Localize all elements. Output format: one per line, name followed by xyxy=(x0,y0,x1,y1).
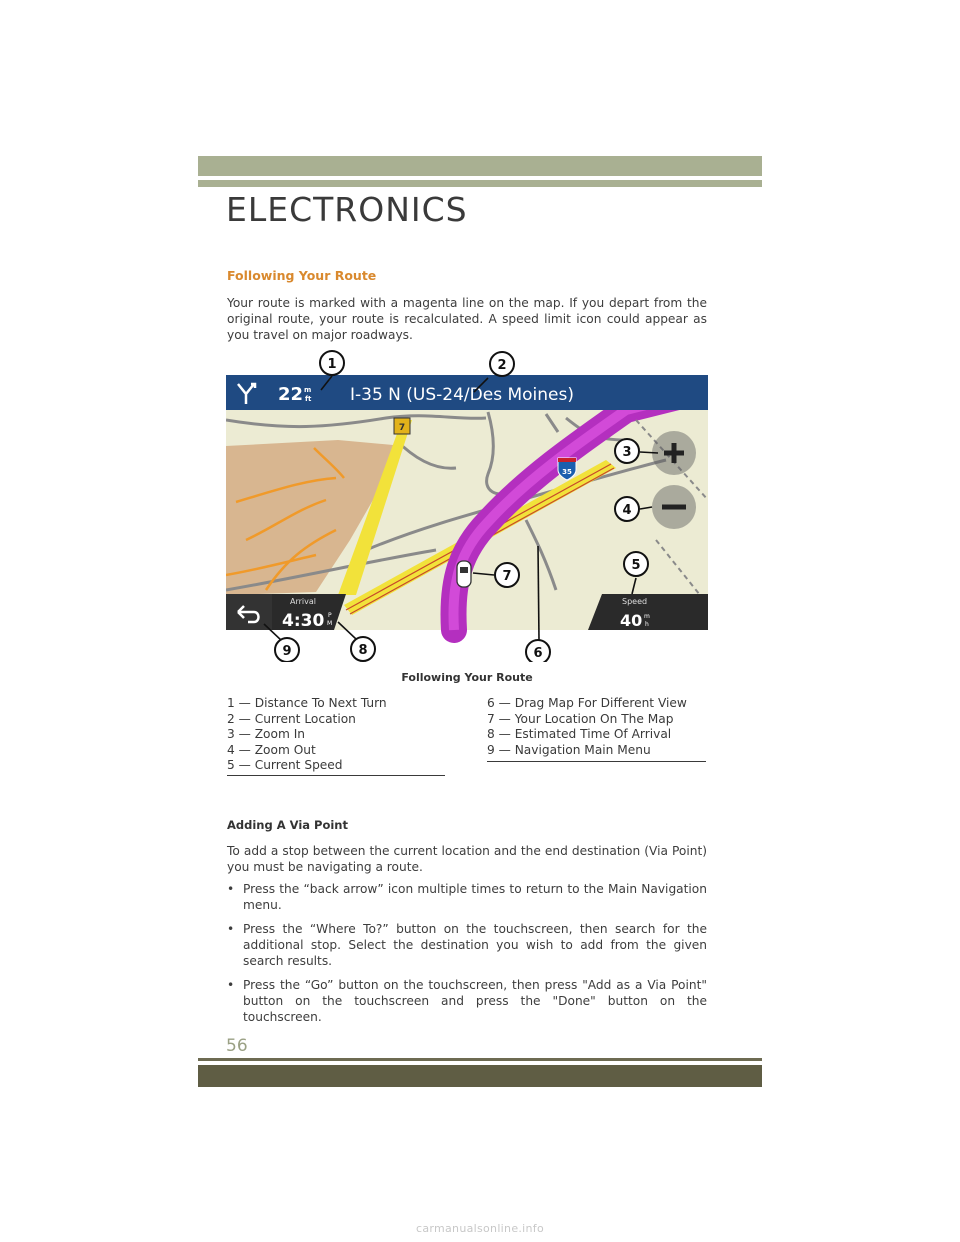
legend-item: 4 — Zoom Out xyxy=(227,742,316,757)
svg-text:4: 4 xyxy=(622,503,632,518)
svg-text:P: P xyxy=(328,612,332,619)
list-item: • Press the “back arrow” icon multiple times to return to the Main Navigation menu. xyxy=(227,882,707,912)
svg-text:4:30: 4:30 xyxy=(282,611,325,631)
legend-left xyxy=(227,696,387,774)
svg-text:M: M xyxy=(327,620,333,627)
svg-text:m: m xyxy=(644,613,650,620)
legend-item: 3 — Zoom In xyxy=(227,727,306,742)
legend-right xyxy=(487,696,687,758)
following-route-paragraph: Your route is marked with a magenta line on the map. If you depart from the original route, your route is recalculated. A speed limit icon could appear as you travel on major roadways. xyxy=(227,296,707,342)
svg-text:6: 6 xyxy=(533,646,543,661)
footer-rule xyxy=(198,1058,762,1061)
callout-3 xyxy=(615,439,639,463)
legend-item: 5 — Current Speed xyxy=(227,758,343,773)
svg-text:I-35 N (US-24/Des Moines): I-35 N (US-24/Des Moines) xyxy=(350,385,574,405)
callout-4 xyxy=(615,497,639,521)
header-band xyxy=(198,156,762,176)
via-point-heading: Adding A Via Point xyxy=(227,818,348,832)
zoom-in-button xyxy=(652,431,696,475)
svg-text:9: 9 xyxy=(282,644,292,659)
state-route-shield-icon xyxy=(394,418,410,434)
vehicle-location-icon xyxy=(457,561,471,587)
svg-text:2: 2 xyxy=(497,358,507,373)
legend-item: 9 — Navigation Main Menu xyxy=(487,742,651,757)
footer-band xyxy=(198,1065,762,1087)
legend-item: 1 — Distance To Next Turn xyxy=(227,696,387,710)
section-title: ELECTRONICS xyxy=(226,190,468,229)
svg-text:1: 1 xyxy=(327,357,337,372)
legend-item: 2 — Current Location xyxy=(227,711,356,726)
legend-item: 7 — Your Location On The Map xyxy=(487,711,674,726)
via-point-steps xyxy=(227,881,707,1033)
navigation-screen-figure xyxy=(226,350,708,662)
svg-text:3: 3 xyxy=(622,445,632,460)
callout-2 xyxy=(490,352,514,376)
following-route-heading: Following Your Route xyxy=(227,268,377,283)
page-number: 56 xyxy=(226,1036,248,1056)
zoom-out-button xyxy=(652,485,696,529)
svg-text:m: m xyxy=(304,386,312,394)
svg-text:40: 40 xyxy=(620,611,643,630)
callout-6 xyxy=(526,640,550,662)
svg-text:ft: ft xyxy=(305,395,312,403)
svg-text:7: 7 xyxy=(398,423,406,433)
list-item: • Press the “Go” button on the touchscreen, then press "Add as a Via Point" button on the touchscreen and press the "Done" button on the touchscreen. xyxy=(227,978,707,1024)
list-item: • Press the “Where To?” button on the touchscreen, then search for the additional stop. Select the destination you wish to add from the given search results. xyxy=(227,922,707,968)
legend-item: 6 — Drag Map For Different View xyxy=(487,696,687,710)
svg-text:7: 7 xyxy=(502,569,512,584)
callout-7 xyxy=(495,563,519,587)
header-rule xyxy=(198,180,762,187)
svg-text:35: 35 xyxy=(562,468,572,476)
via-point-paragraph: To add a stop between the current location and the end destination (Via Point) you must be navigating a route. xyxy=(227,844,707,874)
legend-right-rule xyxy=(487,761,706,762)
legend-left-rule xyxy=(227,775,445,776)
figure-caption: Following Your Route xyxy=(401,671,533,684)
watermark: carmanualsonline.info xyxy=(415,1222,545,1235)
svg-text:Speed: Speed xyxy=(622,597,648,606)
callout-5 xyxy=(624,552,648,576)
legend-item: 8 — Estimated Time Of Arrival xyxy=(487,727,672,742)
svg-text:8: 8 xyxy=(358,643,368,658)
svg-text:22: 22 xyxy=(278,384,304,405)
svg-text:Arrival: Arrival xyxy=(290,597,316,606)
callout-1 xyxy=(320,351,344,375)
callout-8 xyxy=(351,637,375,661)
svg-text:h: h xyxy=(645,621,649,628)
svg-text:5: 5 xyxy=(631,558,641,573)
callout-9 xyxy=(275,638,299,662)
